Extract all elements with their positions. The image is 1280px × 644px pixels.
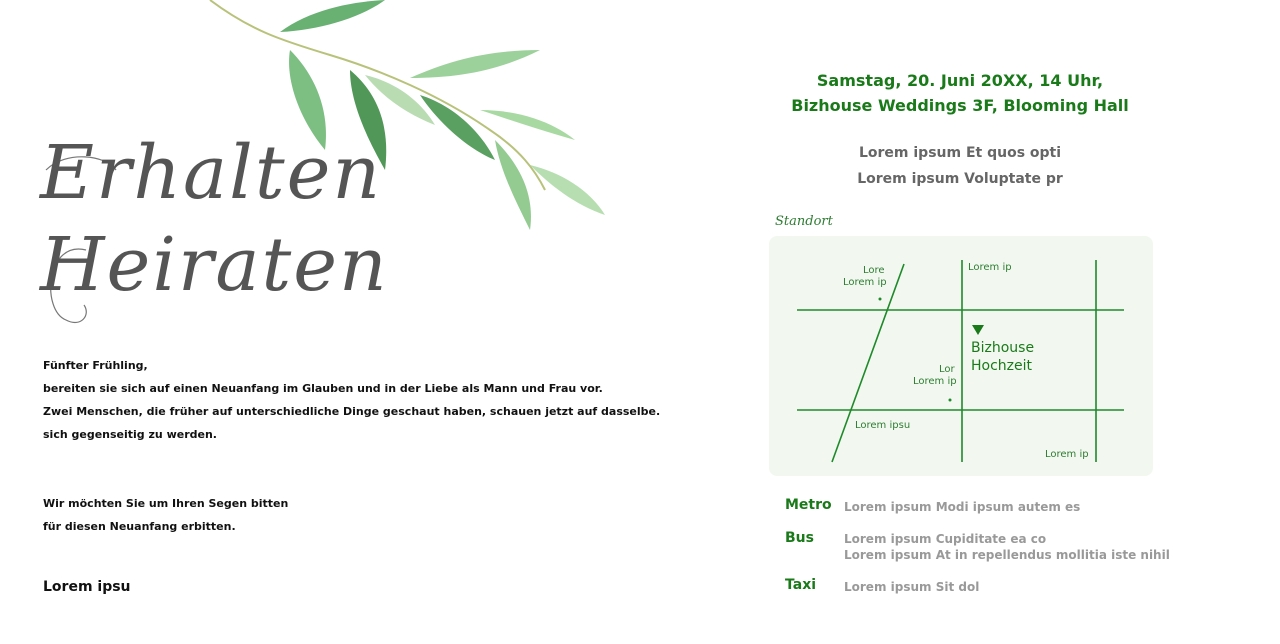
paragraph-line: für diesen Neuanfang erbitten. bbox=[43, 520, 236, 533]
event-venue-line: Bizhouse Weddings 3F, Blooming Hall bbox=[791, 96, 1129, 115]
signature: Lorem ipsu bbox=[43, 579, 131, 595]
transit-name: Bus bbox=[785, 530, 814, 546]
transit-name: Metro bbox=[785, 497, 832, 513]
venue-label-line: Hochzeit bbox=[971, 358, 1033, 374]
event-subtitle bbox=[760, 140, 1160, 192]
map-label: Lore bbox=[863, 265, 885, 276]
map-roads bbox=[769, 236, 1153, 476]
location-heading: Standort bbox=[775, 214, 833, 229]
transit-desc: Lorem ipsum Cupiditate ea co bbox=[844, 532, 1047, 546]
map-label: Lor bbox=[939, 364, 955, 375]
paragraph-line: Wir möchten Sie um Ihren Segen bitten bbox=[43, 497, 289, 510]
map-label: Lorem ipsu bbox=[855, 420, 911, 431]
map-label: Lorem ip bbox=[968, 262, 1012, 273]
paragraph-line: sich gegenseitig zu werden. bbox=[43, 428, 217, 441]
event-info bbox=[760, 68, 1160, 118]
map-label: Lorem ip bbox=[1045, 449, 1089, 460]
transit-name: Taxi bbox=[785, 577, 817, 593]
subtitle-line: Lorem ipsum Voluptate pr bbox=[857, 171, 1063, 187]
transit-desc: Lorem ipsum At in repellendus mollitia iste nihil bbox=[844, 548, 1170, 562]
venue-marker-icon bbox=[972, 325, 984, 335]
invitation-paragraph-2 bbox=[43, 492, 288, 538]
transit-desc: Lorem ipsum Modi ipsum autem es bbox=[844, 500, 1081, 514]
map-label: Lorem ip bbox=[913, 376, 957, 387]
venue-label bbox=[971, 339, 1034, 375]
subtitle-line: Lorem ipsum Et quos opti bbox=[858, 145, 1062, 161]
map-label: Lorem ip bbox=[843, 277, 887, 288]
location-map bbox=[769, 236, 1153, 476]
paragraph-line: bereiten sie sich auf einen Neuanfang im Glauben und in der Liebe als Mann und Frau vor. bbox=[43, 382, 603, 395]
title-line-2: Heiraten bbox=[40, 222, 389, 308]
paragraph-line: Fünfter Frühling, bbox=[43, 359, 148, 372]
paragraph-line: Zwei Menschen, die früher auf unterschiedliche Dinge geschaut haben, schauen jetzt auf dasselbe. bbox=[43, 405, 661, 418]
transit-desc: Lorem ipsum Sit dol bbox=[844, 580, 980, 594]
event-date-line: Samstag, 20. Juni 20XX, 14 Uhr, bbox=[816, 71, 1104, 90]
title-line-1: Erhalten bbox=[40, 130, 383, 216]
invitation-paragraph-1 bbox=[43, 354, 660, 446]
venue-label-line: Bizhouse bbox=[971, 340, 1035, 356]
